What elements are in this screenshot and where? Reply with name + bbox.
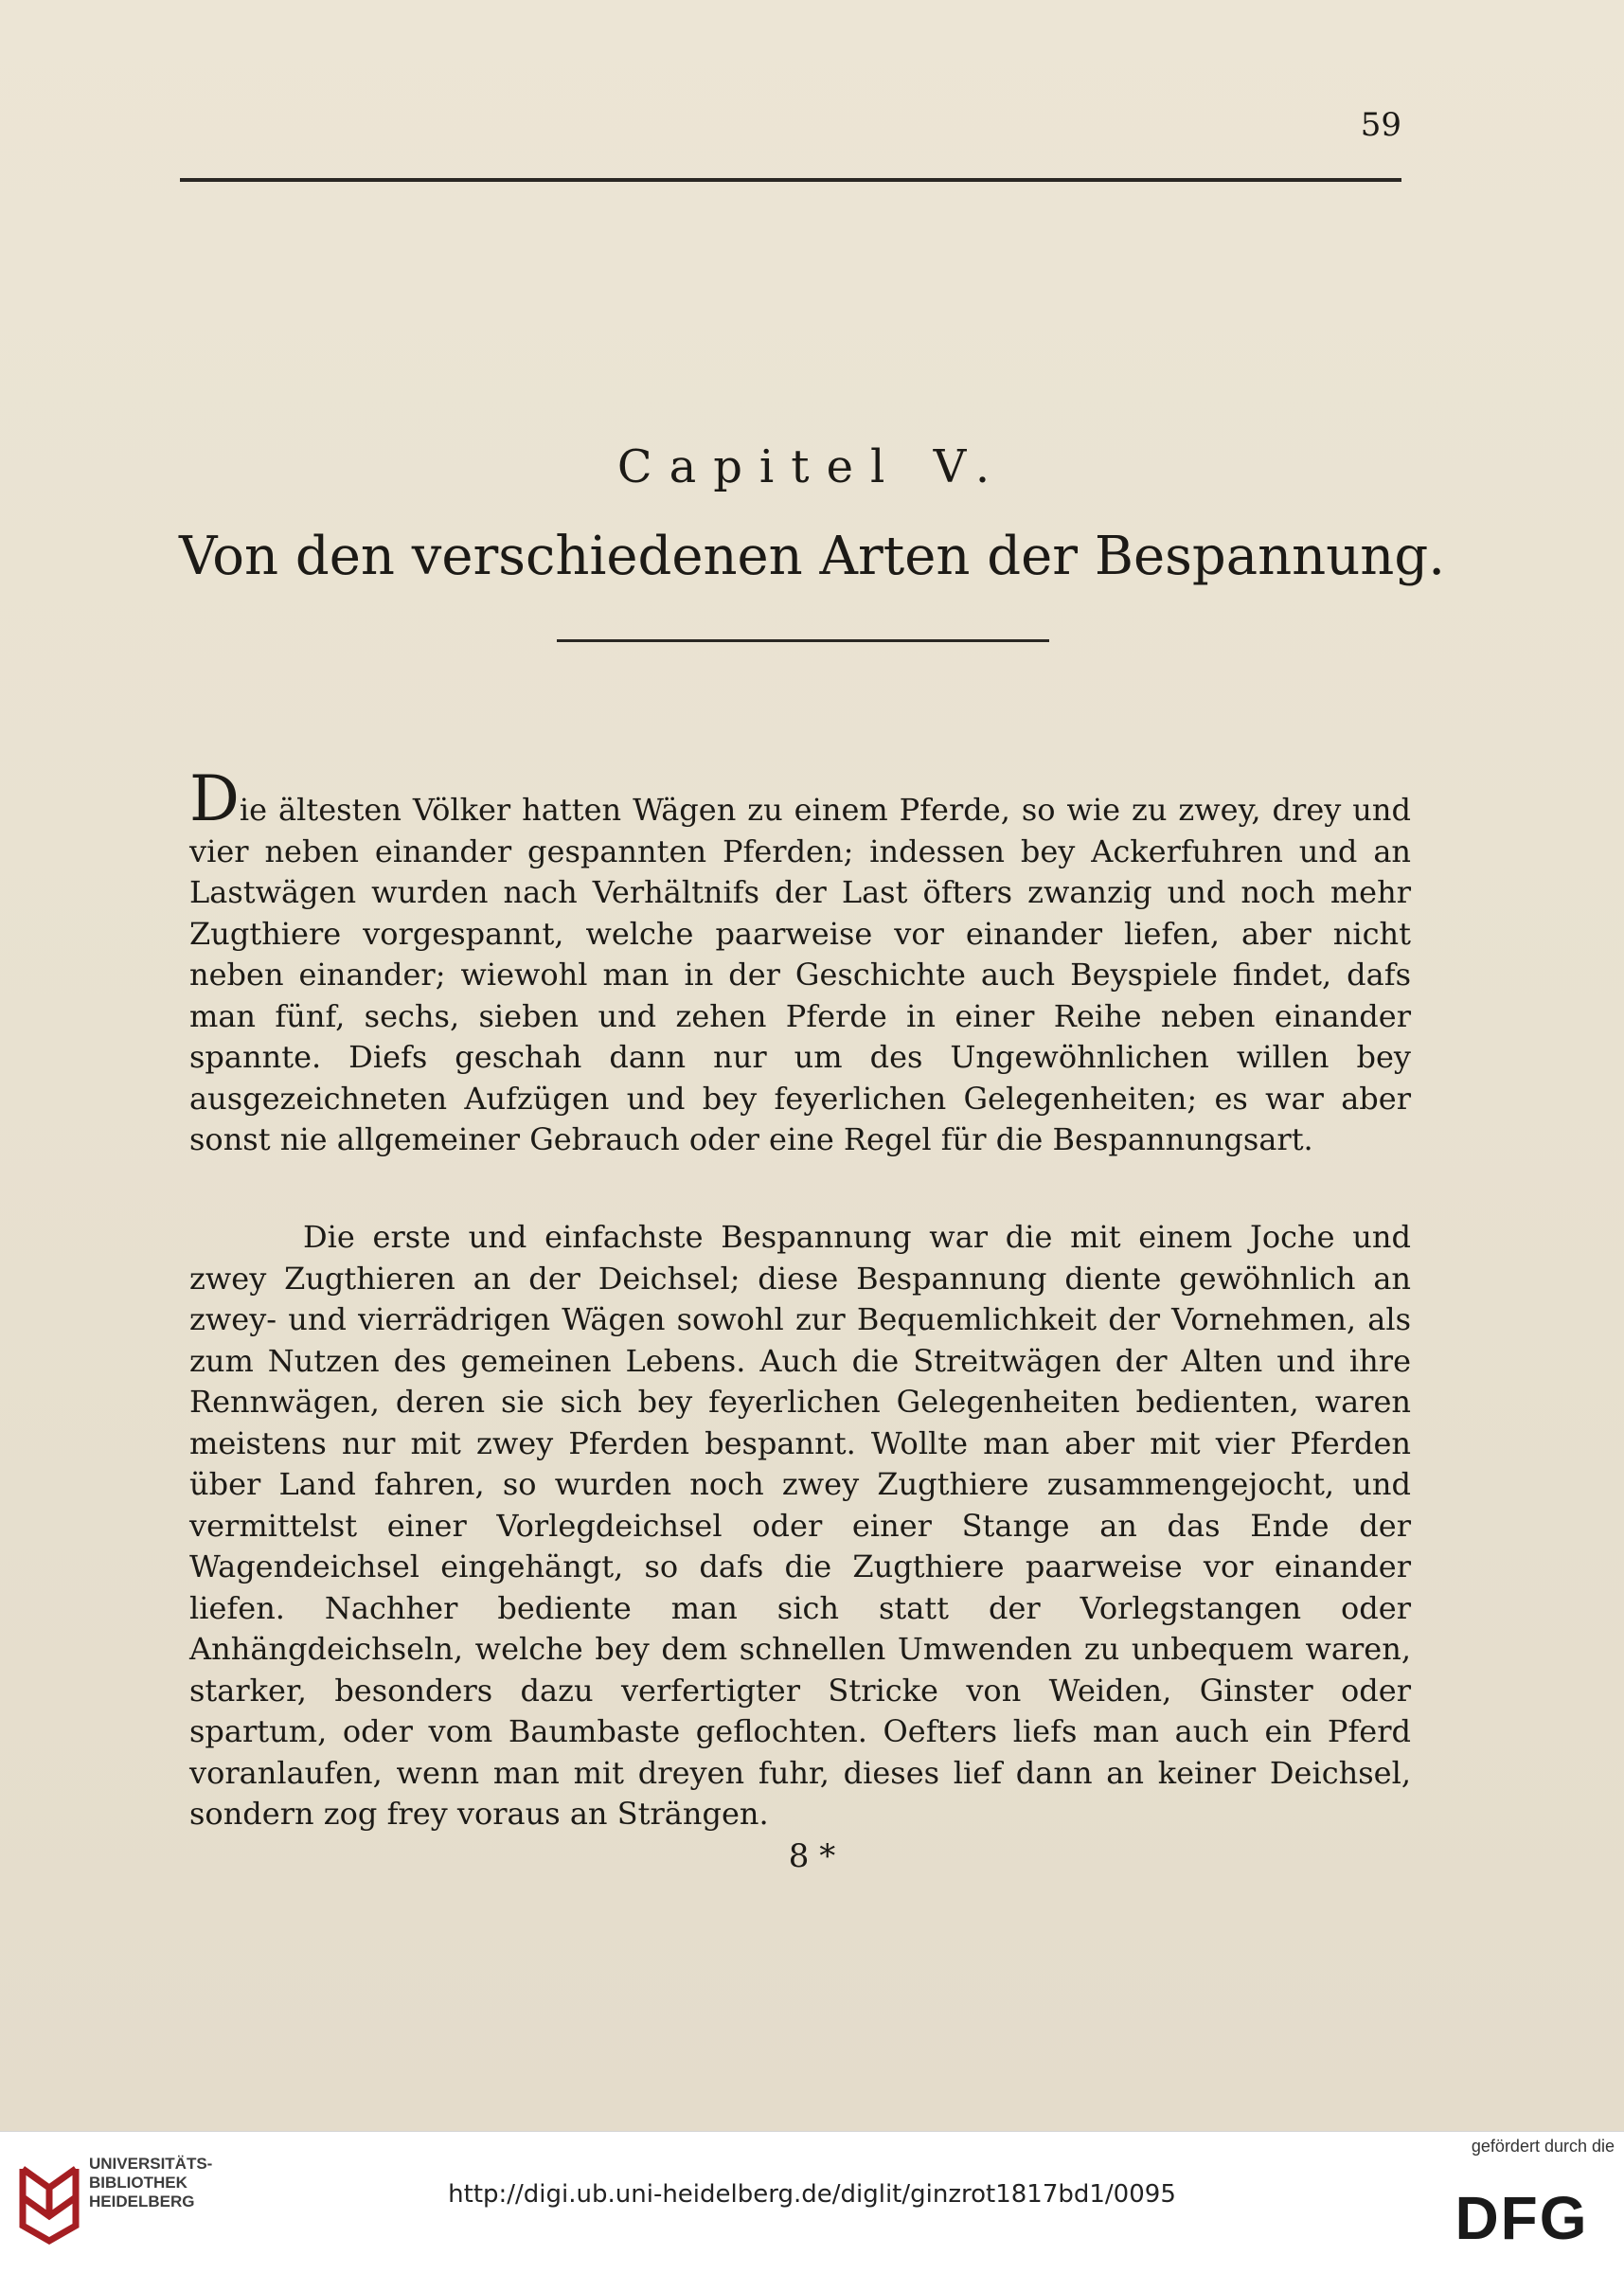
dfg-logo-icon [1444, 2188, 1600, 2245]
library-name-line: BIBLIOTHEK [89, 2174, 187, 2192]
signature-mark: 8 * [788, 1837, 836, 1875]
library-name-line: HEIDELBERG [89, 2192, 195, 2210]
dfg-logo-text: DFG [1454, 2188, 1589, 2245]
header-rule [180, 178, 1401, 182]
title-rule [557, 639, 1049, 642]
library-name [89, 2155, 278, 2211]
page-number: 59 [1360, 106, 1401, 144]
chapter-title: Von den verschiedenen Arten der Bespannung. [178, 526, 1446, 587]
permalink-url[interactable]: http://digi.ub.uni-heidelberg.de/diglit/ginzrot1817bd1/0095 [448, 2180, 1176, 2209]
chapter-label: Capitel V. [616, 440, 1008, 493]
funding-label: gefördert durch die [1471, 2137, 1615, 2156]
paragraph-2: Die erste und einfachste Bespannung war die mit einem Joche und zwey Zugthieren an der Deichsel; diese Bespannung diente gewöhnlich an zwey- und vierrädrigen Wägen sowohl zur Bequemlichkeit der Vornehmen, als zum Nutzen des gemeinen Lebens. Auch die Streitwägen der Alten und ihre Rennwägen, deren sie sich bey feyerlichen Gelegenheiten bedienten, waren meistens nur mit zwey Pferden bespannt. Wollte man aber mit vier Pferden über Land fahren, so wurden noch zwey Zugthiere zusammengejocht, und vermittelst einer Vorlegdeichsel oder einer Stange an das Ende der Wagendeichsel eingehängt, so dafs die Zugthiere paarweise vor einander liefen. Nachher bediente man sich statt der Vorlegstangen oder Anhängdeichseln, welche bey dem schnellen Umwenden zu unbequem waren, starker, besonders dazu verfertigter Stricke von Weiden, Ginster oder spartum, oder vom Baumbaste geflochten. Oefters liefs man auch ein Pferd voranlaufen, wenn man mit dreyen fuhr, dieses lief dann an keiner Deichsel, sondern zog frey voraus an Strängen. [189, 1219, 1411, 1832]
library-logo-icon [17, 2150, 81, 2245]
library-name-line: UNIVERSITÄTS- [89, 2155, 213, 2173]
paragraph-1: Die ältesten Völker hatten Wägen zu einem Pferde, so wie zu zwey, drey und vier neben einander gespannten Pferden; indessen bey Ackerfuhren und an Lastwägen wurden nach Verhältnifs der Last öfters zwanzig und noch mehr Zugthiere vorgespannt, welche paarweise vor einander liefen, aber nicht neben einander; wiewohl man in der Geschichte auch Beyspiele findet, dafs man fünf, sechs, sieben und zehen Pferde in einer Reihe neben einander spannte. Diefs geschah dann nur um des Ungewöhnlichen willen bey ausgezeichneten Aufzügen und bey feyerlichen Gelegenheiten; es war aber sonst nie allgemeiner Gebrauch oder eine Regel für die Bespannungsart. [189, 762, 1411, 1157]
